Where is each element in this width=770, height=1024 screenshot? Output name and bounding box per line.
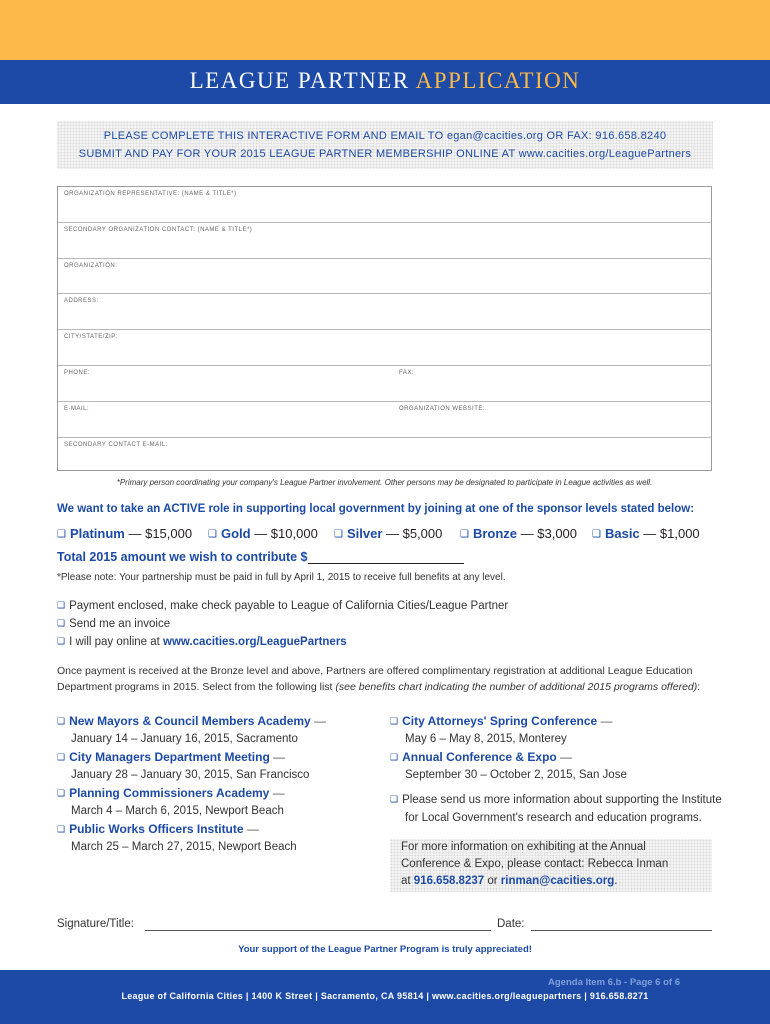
website-label: ORGANIZATION WEBSITE: [399, 406, 486, 412]
programs-paragraph-text: Once payment is received at the Bronze level and above, Partners are offered complimentary registration at additional League Education Department programs in 2015. Select from the following list [57, 665, 693, 693]
programs-paragraph [57, 663, 717, 695]
level-name: Basic [604, 526, 640, 541]
program-name: Public Works Officers Institute [69, 822, 244, 836]
pay-online-label: I will pay online at [69, 636, 164, 648]
send-invoice-option[interactable] [57, 618, 170, 630]
secondary-contact-field[interactable] [58, 223, 711, 259]
instructions-box [57, 121, 713, 169]
checkbox-icon[interactable]: ❑ [57, 788, 66, 798]
exhibit-line-1: For more information on exhibiting at the Annual [401, 841, 646, 853]
city-state-zip-label: CITY/STATE/ZIP: [64, 334, 118, 340]
program-date: January 28 – January 30, 2015, San Francisco [71, 769, 310, 781]
top-gold-band [0, 0, 770, 60]
program-planning-commissioners[interactable] [57, 786, 285, 800]
exhibit-or: or [484, 875, 501, 887]
checkbox-icon[interactable]: ❑ [334, 529, 343, 540]
representative-field[interactable] [58, 187, 711, 223]
exhibit-period: . [614, 875, 618, 887]
level-platinum[interactable] [57, 526, 192, 541]
sponsor-levels-heading: We want to take an ACTIVE role in supporting local government by joining at one of the sponsor levels stated below: [57, 503, 695, 515]
exhibit-line-3 [390, 873, 712, 890]
checkbox-icon[interactable]: ❑ [57, 636, 66, 646]
date-field[interactable] [531, 930, 712, 931]
checkbox-icon[interactable]: ❑ [57, 752, 66, 762]
programs-paragraph-italic: (see benefits chart indicating the number of additional 2015 programs offered) [335, 681, 698, 693]
payment-enclosed-label: Payment enclosed, make check payable to League of California Cities/League Partner [69, 600, 509, 612]
institute-info-option[interactable] [390, 794, 722, 806]
exhibit-email[interactable]: rinman@cacities.org [500, 875, 615, 887]
level-amount: — $5,000 [382, 526, 443, 541]
send-invoice-label: Send me an invoice [69, 618, 171, 630]
email-website-row [58, 402, 711, 438]
secondary-email-label: SECONDARY CONTACT E-MAIL: [64, 442, 168, 448]
program-dash: — [556, 750, 573, 764]
phone-fax-row [58, 366, 711, 402]
organization-field[interactable] [58, 259, 711, 294]
exhibit-info-box [390, 839, 712, 892]
level-name: Silver [346, 526, 383, 541]
instructions-line-1: PLEASE COMPLETE THIS INTERACTIVE FORM AND EMAIL TO egan@cacities.org OR FAX: 916.658.8240 [103, 130, 667, 142]
checkbox-icon[interactable]: ❑ [460, 529, 469, 540]
total-amount-row [57, 550, 464, 564]
checkbox-icon[interactable]: ❑ [390, 716, 399, 726]
checkbox-icon[interactable]: ❑ [57, 618, 66, 628]
instructions-line-2: SUBMIT AND PAY FOR YOUR 2015 LEAGUE PARTNER MEMBERSHIP ONLINE AT www.cacities.org/LeaguePartners [78, 148, 692, 160]
level-amount: — $3,000 [517, 526, 578, 541]
total-label: Total 2015 amount we wish to contribute $ [57, 550, 308, 564]
contact-form [57, 186, 712, 471]
representative-label: ORGANIZATION REPRESENTATIVE: (NAME & TITLE*) [64, 191, 237, 197]
level-name: Gold [220, 526, 251, 541]
level-amount: — $1,000 [639, 526, 700, 541]
secondary-contact-label: SECONDARY ORGANIZATION CONTACT: (NAME & TITLE*) [64, 227, 253, 233]
pay-online-option[interactable] [57, 636, 347, 648]
exhibit-phone: 916.658.8237 [413, 875, 485, 887]
agenda-item-label: Agenda Item 6.b - Page 6 of 6 [548, 977, 680, 988]
program-public-works[interactable] [57, 822, 259, 836]
level-name: Bronze [472, 526, 518, 541]
checkbox-icon[interactable]: ❑ [592, 529, 601, 540]
total-amount-field[interactable] [308, 551, 464, 564]
checkbox-icon[interactable]: ❑ [57, 824, 66, 834]
level-name: Platinum [69, 526, 125, 541]
program-annual-conference[interactable] [390, 750, 572, 764]
title-part-2: APPLICATION [415, 68, 581, 93]
level-gold[interactable] [208, 526, 318, 541]
checkbox-icon[interactable]: ❑ [390, 794, 399, 804]
checkbox-icon[interactable]: ❑ [390, 752, 399, 762]
pay-online-link[interactable]: www.cacities.org/LeaguePartners [163, 636, 347, 648]
level-bronze[interactable] [460, 526, 577, 541]
institute-line-2: for Local Government's research and education programs. [405, 812, 702, 824]
program-new-mayors[interactable] [57, 714, 326, 728]
address-field[interactable] [58, 294, 711, 330]
payment-deadline-note: *Please note: Your partnership must be paid in full by April 1, 2015 to receive full benefits at any level. [57, 572, 506, 583]
program-city-attorneys[interactable] [390, 714, 613, 728]
email-label: E-MAIL: [64, 406, 90, 412]
level-amount: — $15,000 [124, 526, 193, 541]
exhibit-at: at [401, 875, 414, 887]
program-dash: — [597, 714, 613, 728]
phone-label: PHONE: [64, 370, 91, 376]
program-date: March 4 – March 6, 2015, Newport Beach [71, 805, 284, 817]
checkbox-icon[interactable]: ❑ [208, 529, 217, 540]
footer-address: League of California Cities | 1400 K Street | Sacramento, CA 95814 | www.cacities.org/leaguepartners | 916.658.8271 [121, 991, 649, 1001]
institute-line-1: Please send us more information about supporting the Institute [402, 794, 722, 806]
exhibit-line-2: Conference & Expo, please contact: Rebecca Inman [401, 858, 669, 870]
thanks-message: Your support of the League Partner Program is truly appreciated! [238, 944, 532, 955]
signature-label: Signature/Title: [57, 918, 134, 930]
level-amount: — $10,000 [250, 526, 318, 541]
program-name: City Attorneys' Spring Conference [402, 714, 598, 728]
primary-person-note: *Primary person coordinating your company's League Partner involvement. Other persons may be designated to participate in League activities as well. [116, 478, 653, 487]
program-date: September 30 – October 2, 2015, San Jose [405, 769, 627, 781]
level-basic[interactable] [592, 526, 700, 541]
page-title [0, 68, 770, 94]
program-dash: — [243, 822, 259, 836]
date-label: Date: [497, 918, 525, 930]
program-name: Annual Conference & Expo [402, 750, 557, 764]
title-part-1: LEAGUE PARTNER [189, 68, 410, 93]
secondary-email-field[interactable] [58, 438, 711, 470]
payment-enclosed-option[interactable] [57, 600, 508, 612]
checkbox-icon[interactable]: ❑ [57, 600, 66, 610]
city-state-zip-field[interactable] [58, 330, 711, 366]
fax-label: FAX: [399, 370, 415, 376]
level-silver[interactable] [334, 526, 442, 541]
program-name: Planning Commissioners Academy [69, 786, 270, 800]
program-city-managers[interactable] [57, 750, 285, 764]
address-label: ADDRESS: [64, 298, 99, 304]
program-date: May 6 – May 8, 2015, Monterey [405, 733, 567, 745]
checkbox-icon[interactable]: ❑ [57, 529, 66, 540]
program-name: City Managers Department Meeting [69, 750, 270, 764]
signature-field[interactable] [145, 930, 491, 931]
programs-paragraph-end: : [697, 681, 701, 693]
program-name: New Mayors & Council Members Academy [69, 714, 311, 728]
program-dash: — [269, 750, 286, 764]
program-date: March 25 – March 27, 2015, Newport Beach [71, 841, 297, 853]
program-date: January 14 – January 16, 2015, Sacramento [71, 733, 298, 745]
program-dash: — [310, 714, 327, 728]
checkbox-icon[interactable]: ❑ [57, 716, 66, 726]
program-dash: — [269, 786, 285, 800]
organization-label: ORGANIZATION: [64, 263, 118, 269]
